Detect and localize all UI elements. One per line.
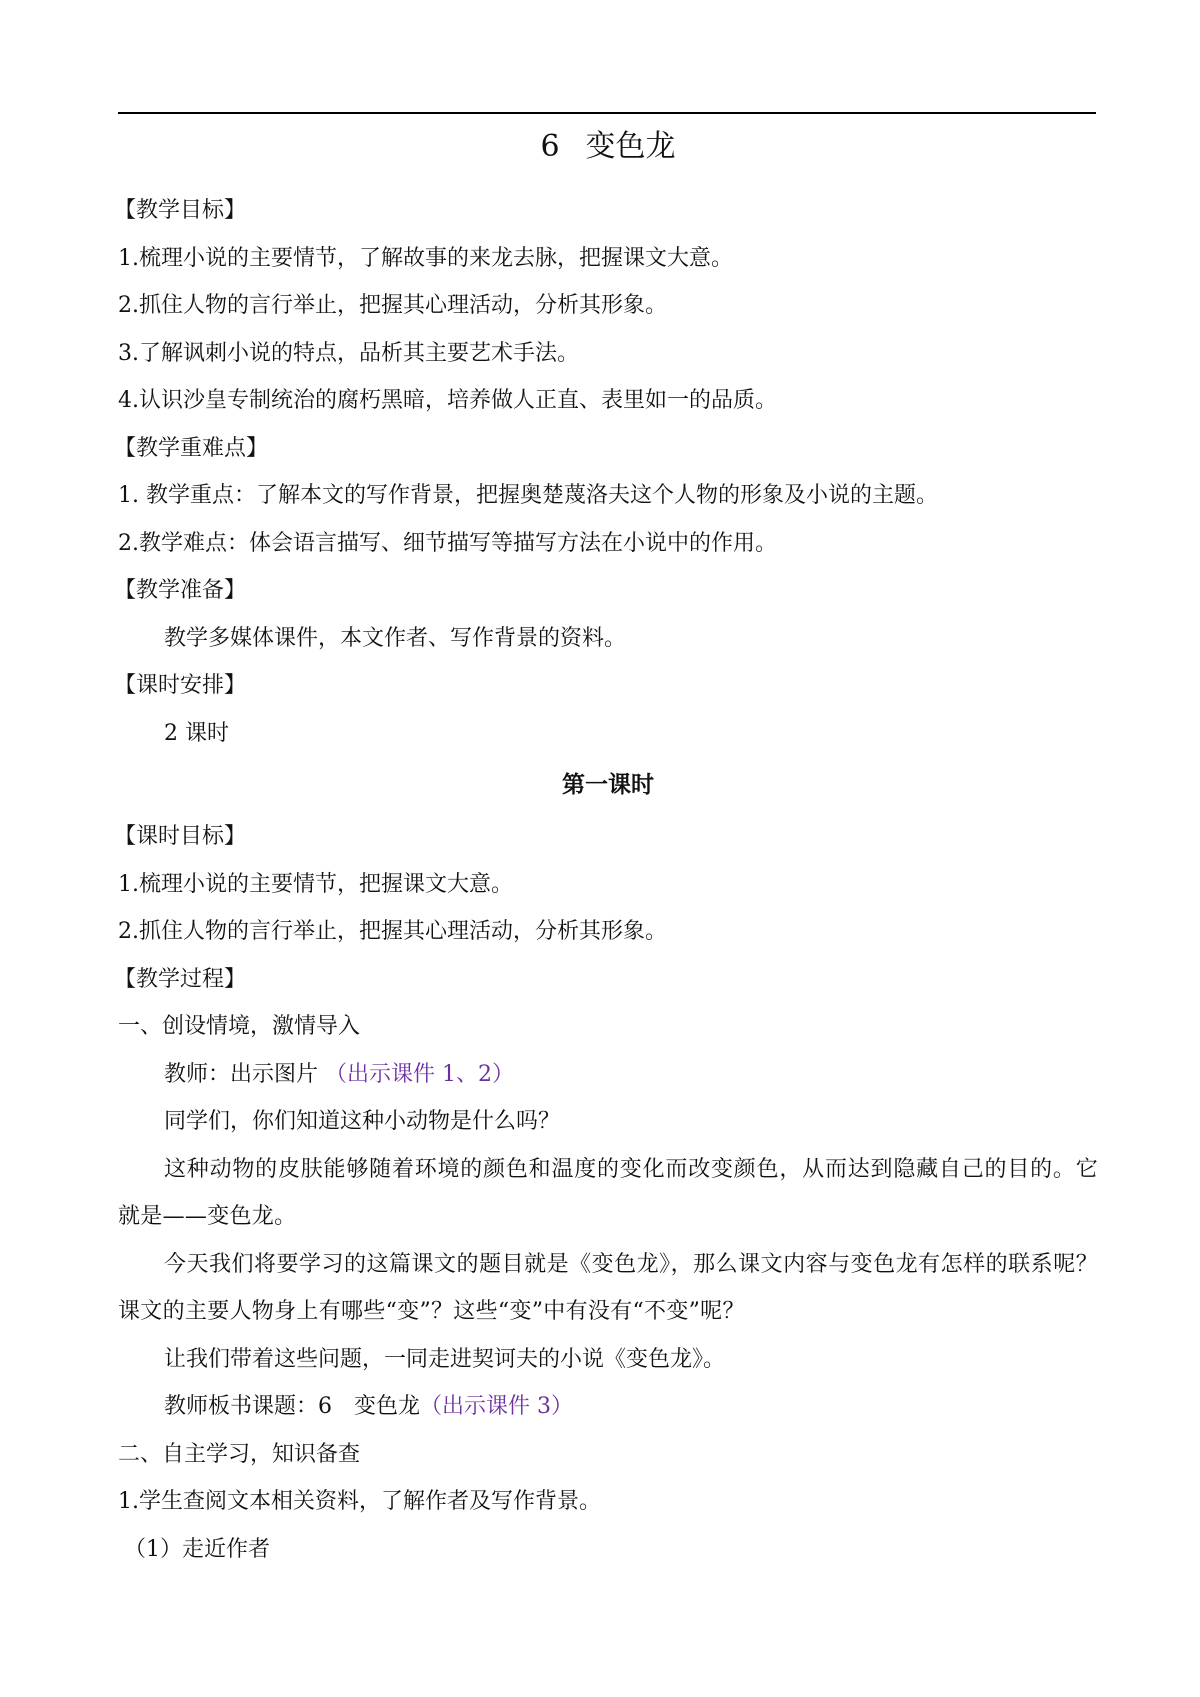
goal-item: 1.梳理小说的主要情节，了解故事的来龙去脉，把握课文大意。 <box>118 245 733 271</box>
part2-item: 1.学生查阅文本相关资料，了解作者及写作背景。 <box>118 1489 601 1514</box>
board-line <box>118 1383 1098 1431</box>
lesson1-title: 第一课时 <box>562 771 654 798</box>
key-point-item: 1. 教学重点：了解本文的写作背景，把握奥楚蔑洛夫这个人物的形象及小说的主题。 <box>118 483 938 508</box>
title-text: 变色龙 <box>585 129 676 164</box>
part2-heading: 二、自主学习，知识备查 <box>118 1441 361 1467</box>
paragraph: 让我们带着这些问题，一同走进契诃夫的小说《变色龙》。 <box>164 1346 726 1372</box>
paragraph: 今天我们将要学习的这篇课文的题目就是《变色龙》，那么课文内容与变色龙有怎样的联系呢？课文的主要人物身上有哪些“变”？这些“变”中有没有“不变”呢？ <box>118 1251 1098 1324</box>
document-body <box>114 125 1098 1573</box>
lesson-goals-heading: 【课时目标】 <box>114 824 247 849</box>
schedule-heading: 【课时安排】 <box>114 673 247 698</box>
page-title <box>118 125 1098 169</box>
part1-heading: 一、创设情境，激情导入 <box>118 1014 361 1039</box>
key-point-item: 2.教学难点：体会语言描写、细节描写等描写方法在小说中的作用。 <box>118 530 777 556</box>
header-rule <box>118 112 1096 114</box>
part2-subitem: （1）走近作者 <box>124 1536 270 1562</box>
paragraph: 这种动物的皮肤能够随着环境的颜色和温度的变化而改变颜色，从而达到隐藏自己的目的。它就是——变色龙。 <box>118 1156 1098 1229</box>
question-text: 同学们，你们知道这种小动物是什么吗？ <box>164 1109 561 1134</box>
teacher-show-text: 教师：出示图片 <box>164 1061 319 1087</box>
preparation-text: 教学多媒体课件，本文作者、写作背景的资料。 <box>164 625 627 651</box>
lesson-goal-item: 2.抓住人物的言行举止，把握其心理活动，分析其形象。 <box>118 919 667 944</box>
courseware-note: （出示课件 3） <box>420 1394 573 1419</box>
goals-heading: 【教学目标】 <box>114 198 247 223</box>
goal-item: 3.了解讽刺小说的特点，品析其主要艺术手法。 <box>118 340 579 366</box>
process-heading: 【教学过程】 <box>114 966 247 992</box>
teacher-show-line <box>118 1051 1098 1099</box>
schedule-text: 2 课时 <box>164 720 229 746</box>
courseware-note: （出示课件 1、2） <box>325 1061 515 1087</box>
preparation-heading: 【教学准备】 <box>114 578 247 603</box>
lesson-goal-item: 1.梳理小说的主要情节，把握课文大意。 <box>118 871 513 897</box>
goal-item: 2.抓住人物的言行举止，把握其心理活动，分析其形象。 <box>118 293 667 318</box>
board-text: 教师板书课题：6 变色龙 <box>164 1394 420 1419</box>
title-number: 6 <box>540 129 560 164</box>
key-points-heading: 【教学重难点】 <box>114 435 269 461</box>
goal-item: 4.认识沙皇专制统治的腐朽黑暗，培养做人正直、表里如一的品质。 <box>118 388 777 413</box>
